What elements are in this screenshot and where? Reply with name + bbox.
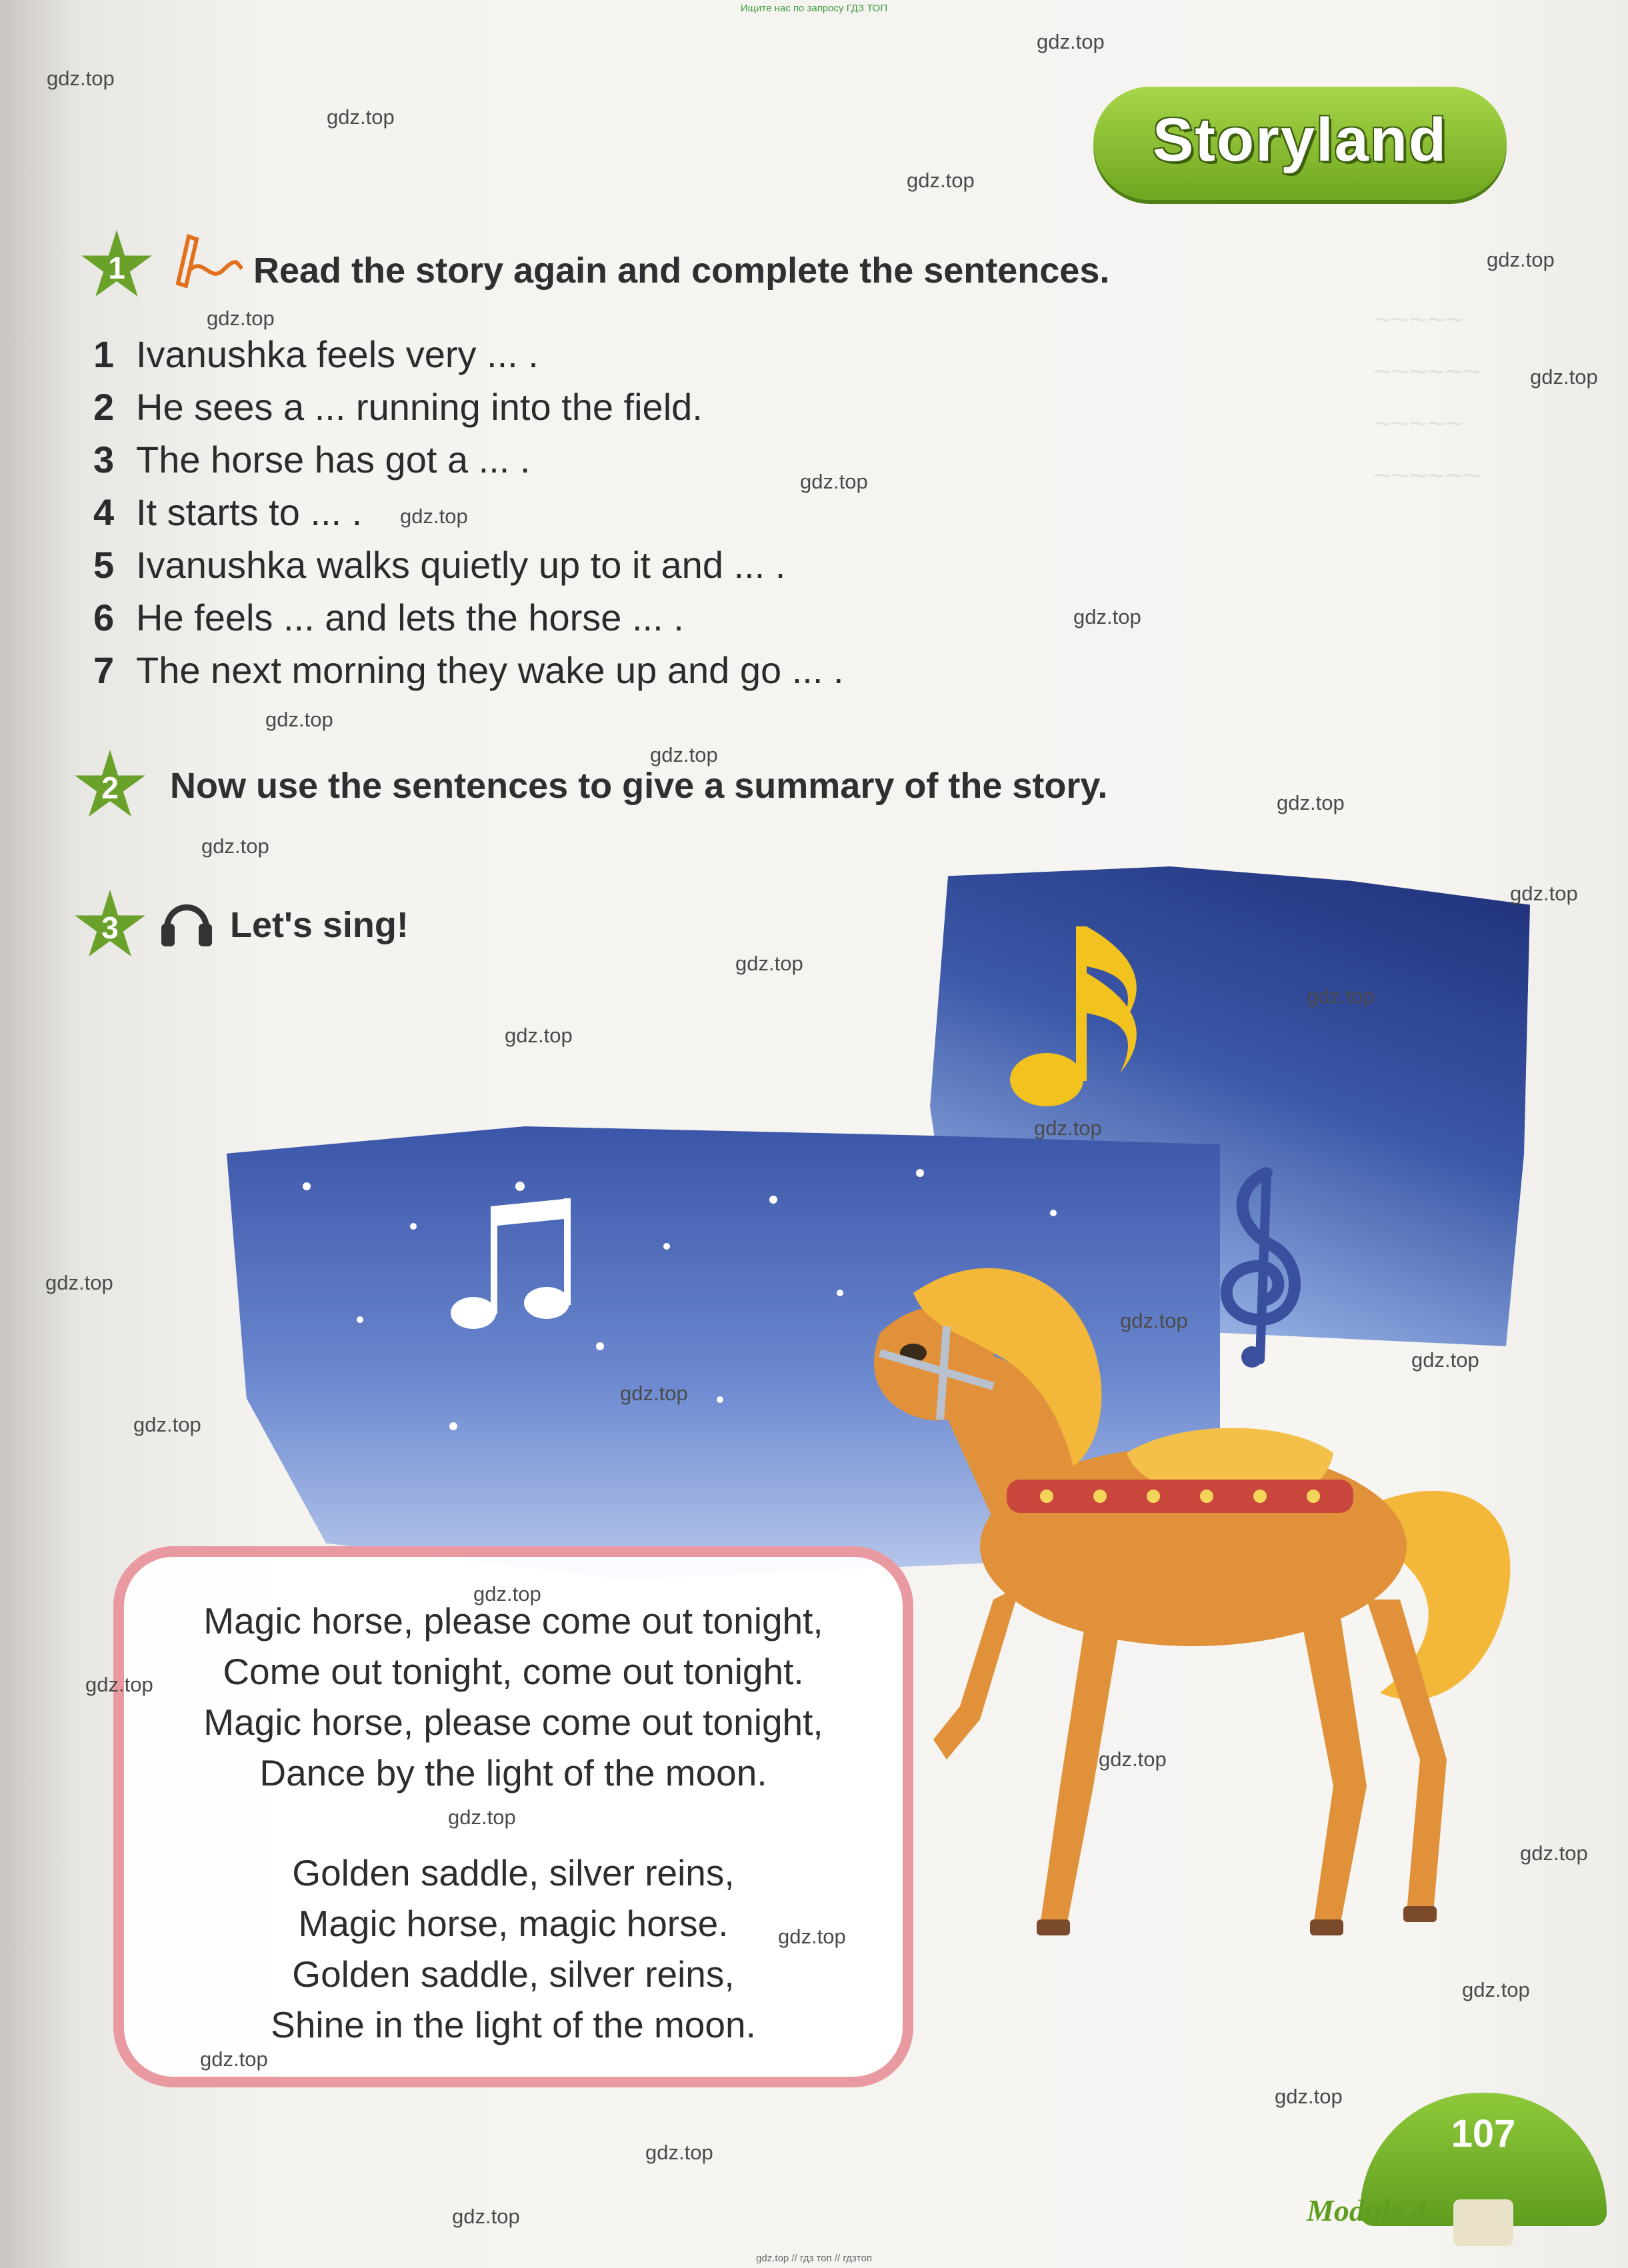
module-label: Module 4 <box>1307 2193 1427 2227</box>
watermark: gdz.top <box>265 708 333 731</box>
watermark: gdz.top <box>505 1024 573 1047</box>
watermark: gdz.top <box>1099 1747 1167 1771</box>
watermark: gdz.top <box>800 470 868 493</box>
list-item: 7 The next morning they wake up and go ... . <box>93 649 844 691</box>
watermark: gdz.top <box>45 1271 113 1294</box>
watermark: gdz.top <box>1034 1116 1102 1140</box>
watermark: gdz.top <box>85 1673 153 1696</box>
watermark: gdz.top <box>1487 248 1555 271</box>
page-number: 107 <box>1451 2112 1516 2155</box>
watermark: gdz.top <box>1462 1978 1530 2001</box>
watermark: gdz.top <box>1520 1841 1588 1865</box>
watermark: gdz.top <box>1510 882 1578 905</box>
lyric-line: Golden saddle, silver reins, <box>292 1852 735 1893</box>
headphones-icon <box>160 893 213 949</box>
watermark: gdz.top <box>133 1413 201 1436</box>
watermark: gdz.top <box>1530 365 1598 389</box>
lyric-line: Magic horse, please come out tonight, <box>203 1701 823 1743</box>
section-title: Storyland <box>1152 106 1448 174</box>
lyric-line: Golden saddle, silver reins, <box>292 1953 735 1995</box>
watermark: gdz.top <box>200 2047 268 2071</box>
watermark: gdz.top <box>327 105 395 129</box>
watermark: gdz.top <box>1411 1348 1479 1372</box>
music-note-icon <box>1007 913 1180 1113</box>
watermark: gdz.top <box>448 1805 516 1829</box>
watermark: gdz.top <box>907 169 975 192</box>
list-item: 6 He feels ... and lets the horse ... . <box>93 596 684 638</box>
watermark: gdz.top <box>1037 30 1105 53</box>
watermark: gdz.top <box>735 952 803 975</box>
exercise-1-instruction: Read the story again and complete the sentences. <box>253 251 1110 291</box>
see-through-text: ~~~~~ ~~~~~~ ~~~~~ ~~~~~~ <box>1373 302 1481 493</box>
watermark: gdz.top <box>1073 605 1141 628</box>
watermark: gdz.top <box>620 1382 688 1405</box>
lyric-line: Magic horse, please come out tonight, <box>203 1600 823 1642</box>
watermark: gdz.top <box>1307 984 1375 1008</box>
watermark: gdz.top <box>1275 2085 1343 2108</box>
watermark: gdz.top <box>645 2141 713 2164</box>
lyric-line: Come out tonight, come out tonight. <box>223 1651 804 1692</box>
lyric-line: Shine in the light of the moon. <box>271 2004 756 2045</box>
watermark: gdz.top <box>452 2205 520 2228</box>
watermark: gdz.top <box>650 743 718 766</box>
list-item: 1 Ivanushka feels very ... . <box>93 333 539 375</box>
watermark: gdz.top <box>201 834 269 858</box>
list-item: 5 Ivanushka walks quietly up to it and ... . <box>93 544 786 586</box>
watermark: gdz.top <box>400 505 468 528</box>
list-item: 4 It starts to ... . <box>93 491 363 533</box>
pencil-icon <box>170 230 243 290</box>
exercise-3-instruction: Let's sing! <box>230 905 409 945</box>
lyric-line: Dance by the light of the moon. <box>259 1752 767 1793</box>
top-note: Ищите нас по запросу ГДЗ ТОП <box>740 3 888 14</box>
sentence-list <box>93 328 844 696</box>
bottom-note: gdz.top // гдз топ // гдзтоп <box>756 2253 872 2264</box>
exercise-2-number: 2 <box>101 770 119 805</box>
watermark: gdz.top <box>1277 791 1345 814</box>
watermark: gdz.top <box>778 1925 846 1948</box>
list-item: 2 He sees a ... running into the field. <box>93 386 703 428</box>
watermark: gdz.top <box>207 307 275 330</box>
watermark: gdz.top <box>473 1582 541 1606</box>
list-item: 3 The horse has got a ... . <box>93 439 531 481</box>
mushroom-stem <box>1453 2199 1513 2246</box>
exercise-2-instruction: Now use the sentences to give a summary of the story. <box>170 766 1108 806</box>
watermark: gdz.top <box>47 67 115 90</box>
exercise-3-number: 3 <box>101 910 119 945</box>
exercise-1-number: 1 <box>108 251 125 285</box>
lyric-line: Magic horse, magic horse. <box>298 1903 729 1944</box>
watermark: gdz.top <box>1120 1309 1188 1332</box>
